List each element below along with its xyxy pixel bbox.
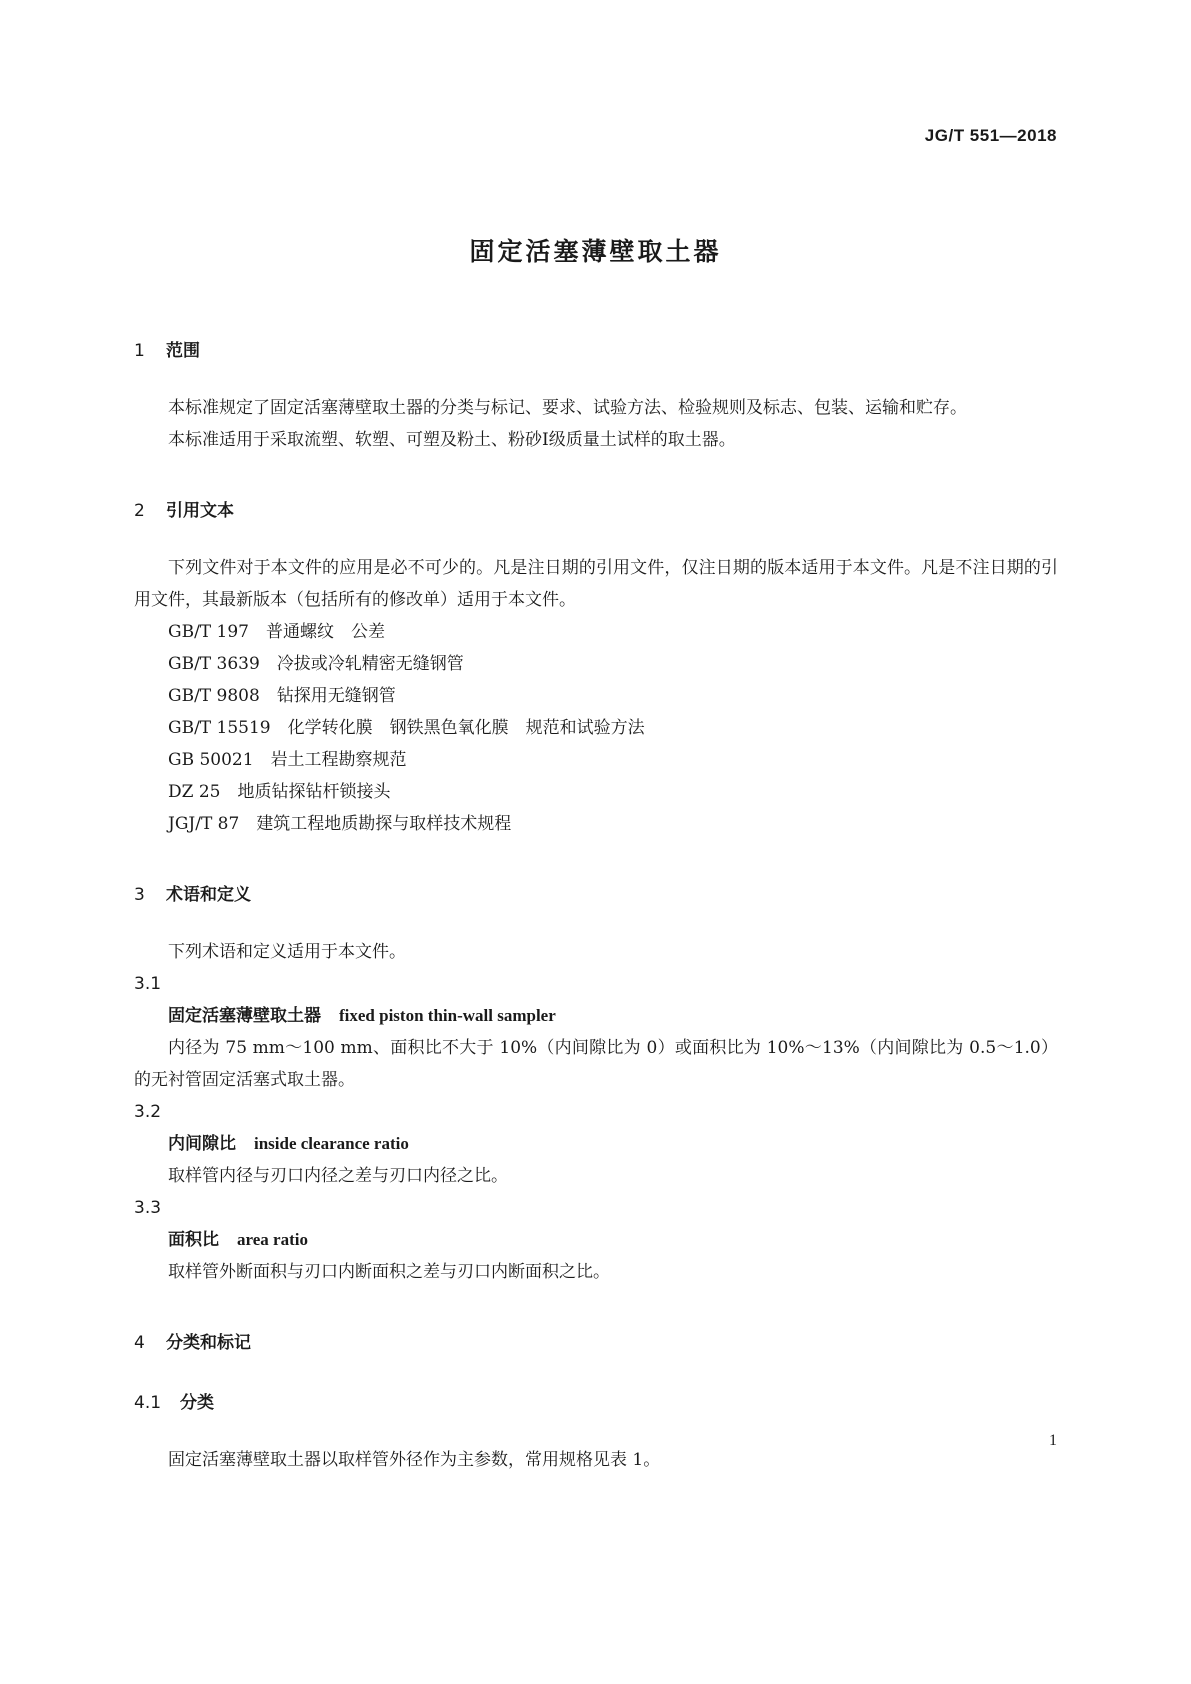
reference-title: 化学转化膜 钢铁黑色氧化膜 规范和试验方法 [287, 718, 645, 738]
document-body [134, 340, 1058, 1476]
reference-item [168, 712, 1058, 744]
reference-code: GB/T 15519 [168, 718, 271, 738]
term-number: 3.1 [134, 974, 162, 994]
classification-paragraph: 固定活塞薄壁取土器以取样管外径作为主参数，常用规格见表 1。 [168, 1450, 661, 1470]
term-name-en: area ratio [237, 1230, 308, 1249]
term-definition: 内径为 75 mm～100 mm、面积比不大于 10%（内间隙比为 0）或面积比为 10%～13%（内间隙比为 0.5～1.0）的无衬管固定活塞式取土器。 [134, 1038, 1058, 1090]
page-title: 固定活塞薄壁取土器 [469, 237, 722, 266]
term-name-zh: 内间隙比 [168, 1134, 236, 1154]
page-number: 1 [1049, 1432, 1057, 1449]
term-name [168, 1000, 1058, 1032]
section-title: 引用文本 [166, 501, 234, 521]
section-title: 术语和定义 [166, 885, 251, 905]
subsection-number: 4.1 [134, 1393, 162, 1413]
term-name-en: fixed piston thin-wall sampler [339, 1006, 556, 1025]
scope-paragraph: 本标准规定了固定活塞薄壁取土器的分类与标记、要求、试验方法、检验规则及标志、包装、运输和贮存。 [168, 398, 967, 418]
section-number: 2 [134, 501, 145, 521]
reference-item [168, 808, 1058, 840]
reference-title: 建筑工程地质勘探与取样技术规程 [256, 814, 512, 834]
term-number: 3.2 [134, 1102, 162, 1122]
term-number: 3.3 [134, 1198, 162, 1218]
reference-title: 岩土工程勘察规范 [270, 750, 407, 770]
reference-item [168, 680, 1058, 712]
term-name-zh: 面积比 [168, 1230, 219, 1250]
reference-item [168, 616, 1058, 648]
subsection-title: 分类 [180, 1393, 214, 1413]
reference-title: 地质钻探钻杆锁接头 [237, 782, 391, 802]
reference-code: GB/T 3639 [168, 654, 260, 674]
reference-title: 钻探用无缝钢管 [276, 686, 396, 706]
section-heading-references [134, 500, 1058, 522]
term-name [168, 1128, 1058, 1160]
reference-item [168, 744, 1058, 776]
reference-code: GB/T 197 [168, 622, 249, 642]
reference-code: JGJ/T 87 [168, 814, 240, 834]
reference-item [168, 648, 1058, 680]
section-heading-terms [134, 884, 1058, 906]
terms-intro: 下列术语和定义适用于本文件。 [168, 942, 406, 962]
term-name-en: inside clearance ratio [254, 1134, 409, 1153]
section-number: 3 [134, 885, 145, 905]
section-heading-classification [134, 1332, 1058, 1354]
term-name-zh: 固定活塞薄壁取土器 [168, 1006, 321, 1026]
section-number: 1 [134, 341, 145, 361]
reference-item [168, 776, 1058, 808]
scope-paragraph: 本标准适用于采取流塑、软塑、可塑及粉土、粉砂Ⅰ级质量土试样的取土器。 [168, 430, 736, 450]
subsection-heading-classification [134, 1392, 1058, 1414]
reference-code: GB/T 9808 [168, 686, 260, 706]
term-definition: 取样管外断面积与刃口内断面积之差与刃口内断面积之比。 [168, 1262, 610, 1282]
reference-title: 冷拔或冷轧精密无缝钢管 [276, 654, 464, 674]
reference-code: DZ 25 [168, 782, 221, 802]
reference-title: 普通螺纹 公差 [266, 622, 385, 642]
term-name [168, 1224, 1058, 1256]
term-definition: 取样管内径与刃口内径之差与刃口内径之比。 [168, 1166, 508, 1186]
section-title: 分类和标记 [166, 1333, 251, 1353]
references-intro: 下列文件对于本文件的应用是必不可少的。凡是注日期的引用文件，仅注日期的版本适用于本文件。凡是不注日期的引用文件，其最新版本（包括所有的修改单）适用于本文件。 [134, 558, 1058, 610]
section-title: 范围 [166, 341, 200, 361]
section-heading-scope [134, 340, 1058, 362]
reference-code: GB 50021 [168, 750, 254, 770]
section-number: 4 [134, 1333, 145, 1353]
standard-number: JG/T 551—2018 [924, 126, 1057, 145]
